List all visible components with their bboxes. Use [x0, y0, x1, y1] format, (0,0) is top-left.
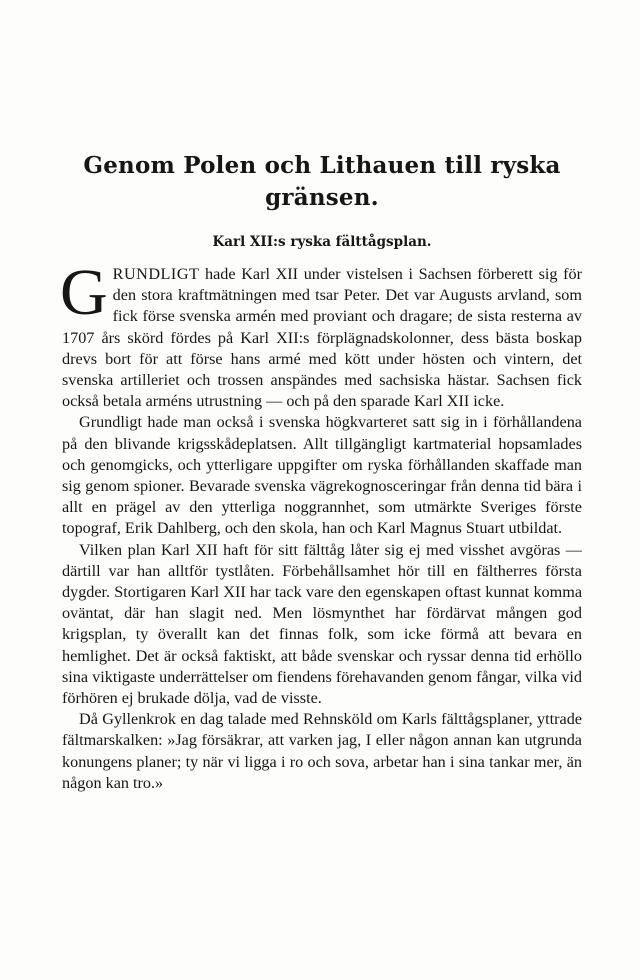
paragraph-1 [60, 256, 582, 412]
chapter-body [60, 256, 582, 794]
chapter-title-line2: gränsen. [265, 184, 379, 211]
paragraph-1-text: hade Karl XII under vistelsen i Sachsen förberett sig för den stora kraftmätningen med tsar Peter. Det var Augusts arvland, som fick förse svenska armén med proviant och dragare; de sista resterna av 1707 års skörd fördes på Karl XII:s förplägnadskolonner, dess bästa boskap drevs bort för att förse hans armé med kött under hösten och vintern, det svenska artilleriet och trossen anspändes med sachsiska hästar. Sachsen fick också betala arméns utrustning — och på den sparade Karl XII icke. [62, 265, 582, 411]
chapter-title [62, 150, 582, 214]
paragraph-4: Då Gyllenkrok en dag talade med Rehnsköld om Karls fälttågsplaner, yttrade fältmarskalken: »Jag försäkrar, att varken jag, I eller någon annan kan utgrunda konungens planer; ty när vi ligga i ro och sova, arbetar han i sina tankar mer, än någon kan tro.» [62, 710, 582, 792]
paragraph-3: Vilken plan Karl XII haft för sitt fälttåg låter sig ej med visshet avgöras — därtill var han alltför tystlåten. Förbehållsamhet hör till en fältherres första dygder. Stortigaren Karl XII har tack vare den egenskapen oftast kunnat komma oväntat, där han slagit ned. Men lösmynthet har fördärvat mången god krigsplan, ty överallt kan det finnas folk, som icke förmå att bevara en hemlighet. Det är också faktiskt, att både svenskar och ryssar denna tid erhöllo sina viktigaste underrättelser om fiendens förehavanden genom fångar, vilka vid förhören ej brukade dölja, vad de visste. [62, 540, 582, 708]
drop-cap: G [60, 256, 108, 329]
chapter-subtitle: Karl XII:s ryska fälttågsplan. [212, 234, 432, 250]
chapter-title-line1: Genom Polen och Lithauen till ryska [83, 152, 561, 179]
book-page [62, 150, 582, 794]
paragraph-2: Grundligt hade man också i svenska högkvarteret satt sig in i förhållandena på den blivande krigsskådeplatsen. Allt tillgängligt kartmaterial hopsamlades och genomgicks, och ytterligare uppgifter om ryska förhållanden skaffade man sig genom spioner. Bevarade svenska vägrekognosceringar från denna tid bära i allt en prägel av den ytterliga noggrannhet, som utmärkte Sveriges förste topograf, Erik Dahlberg, och den skola, han och Karl Magnus Stuart utbildat. [62, 413, 582, 538]
paragraph-1-first-word: RUNDLIGT [112, 265, 200, 283]
